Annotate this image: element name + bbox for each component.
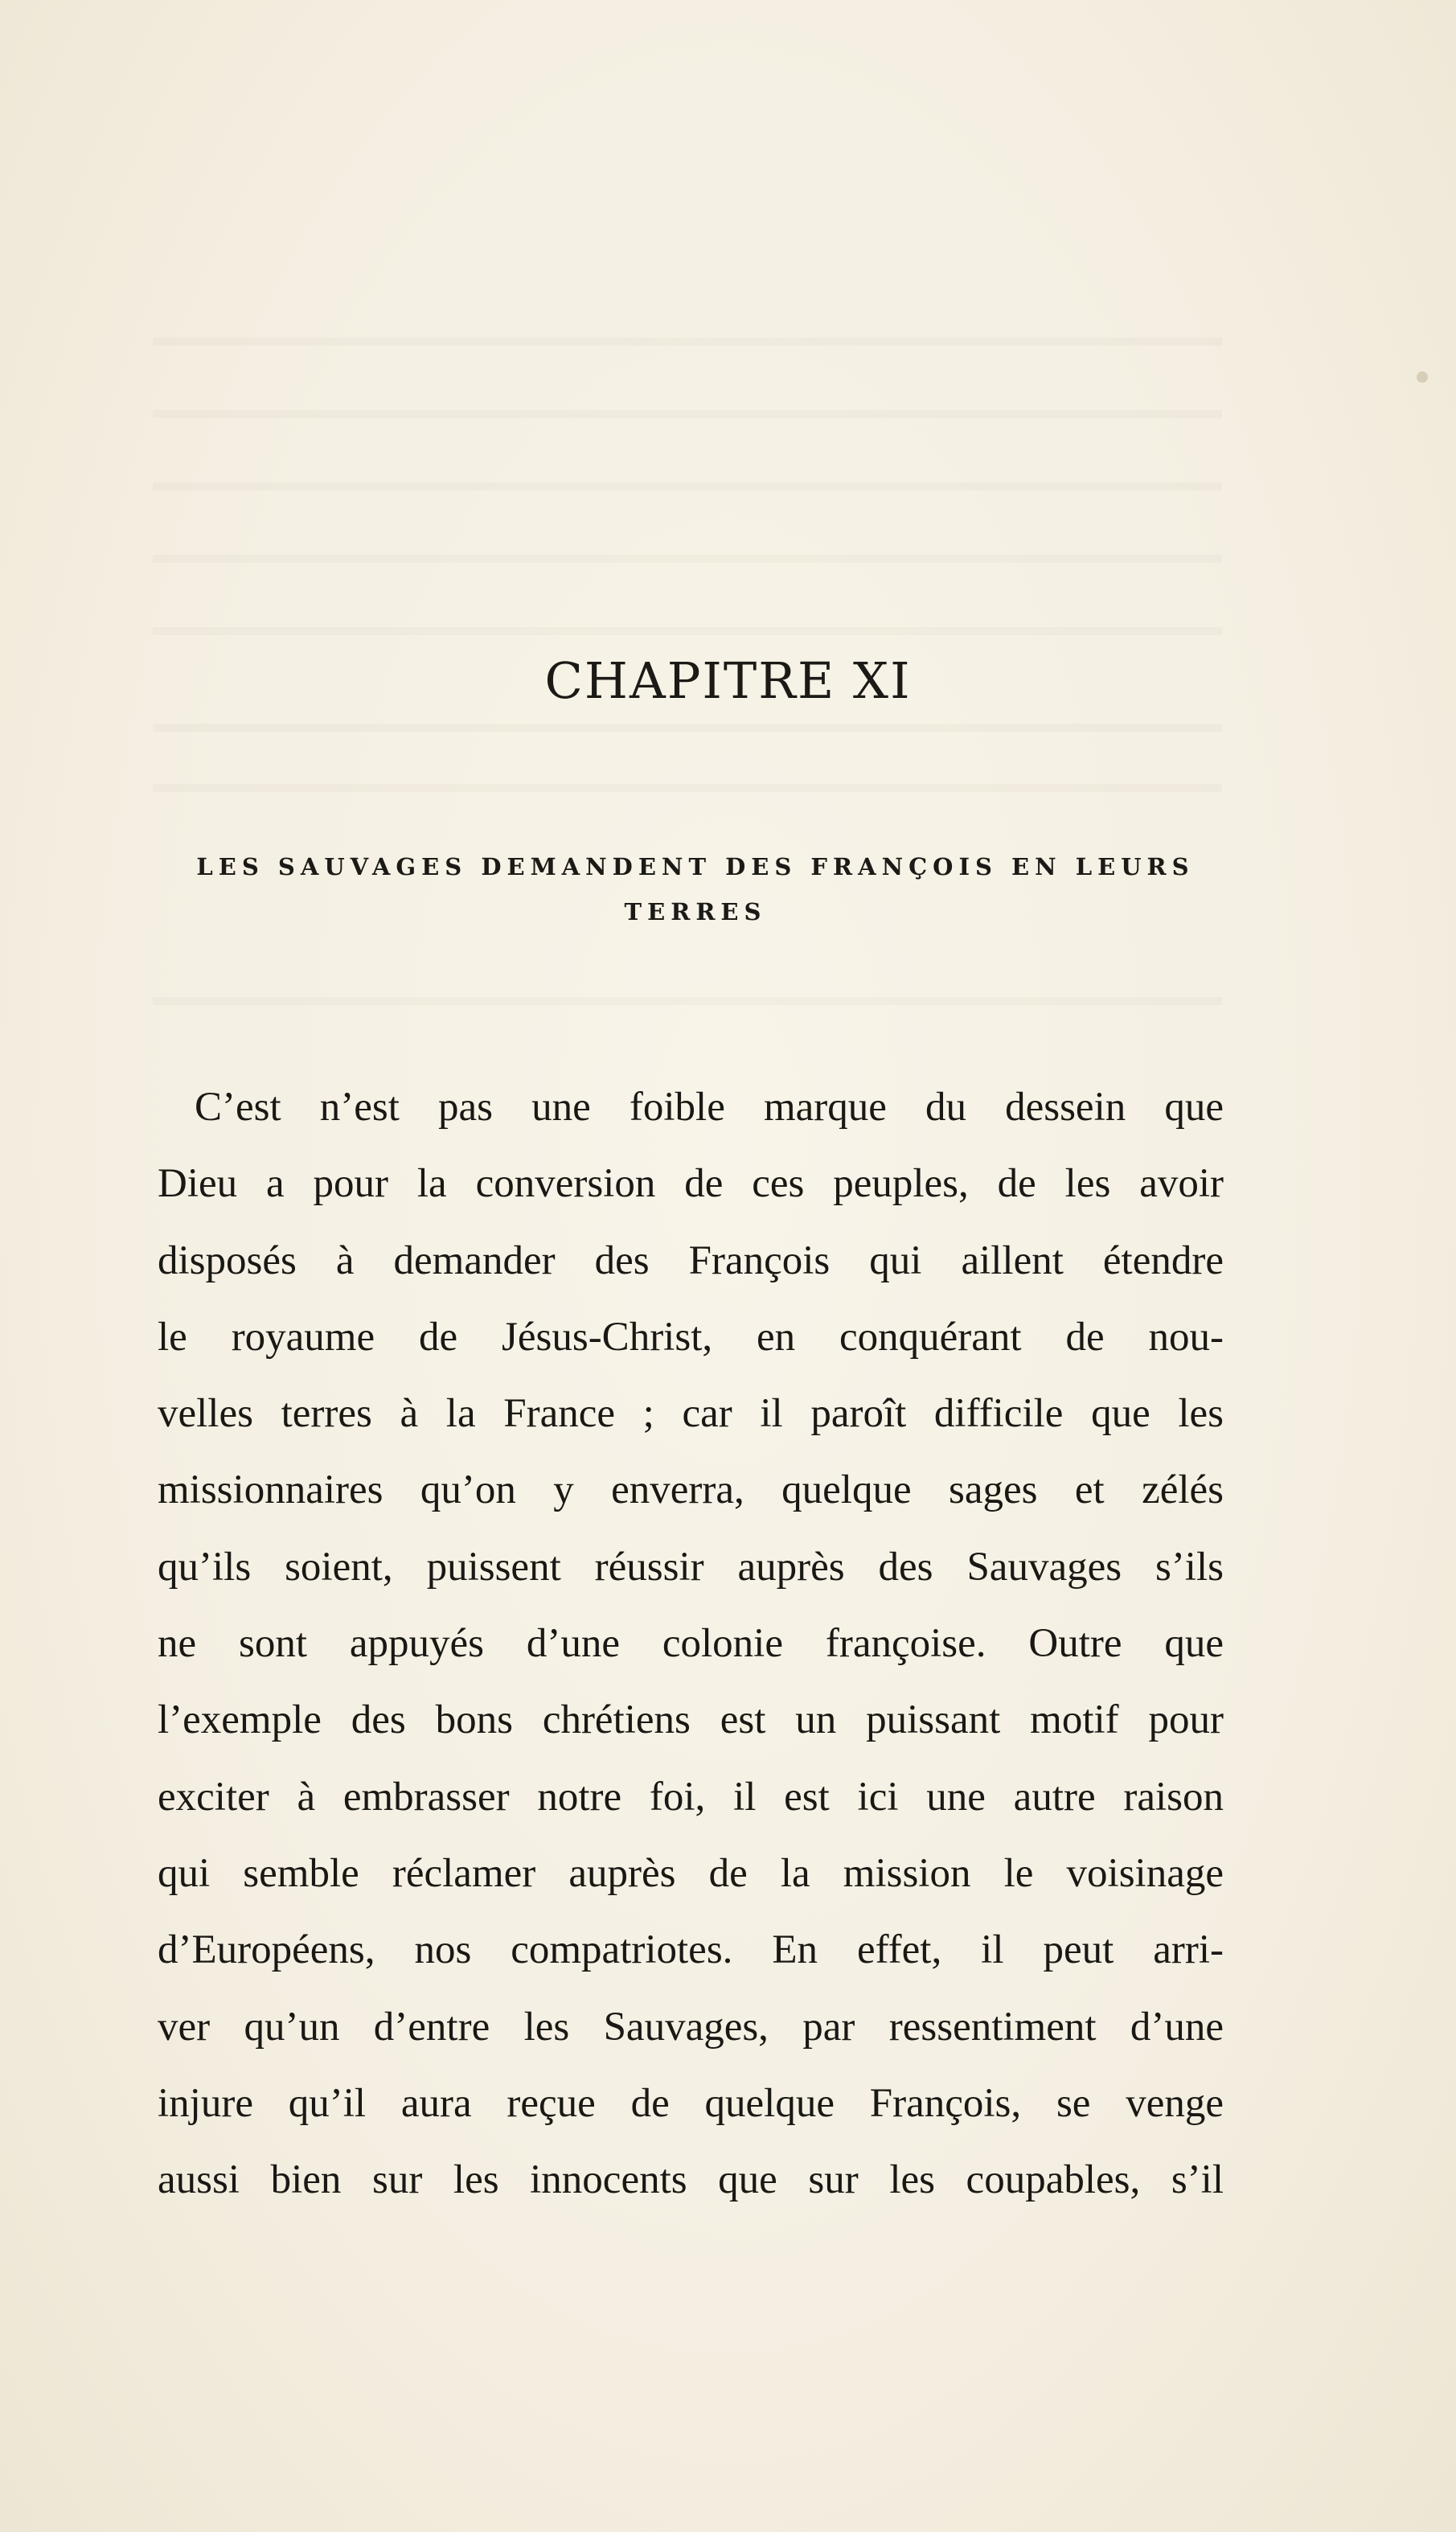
chapter-subtitle: LES SAUVAGES DEMANDENT DES FRANÇOIS EN LEURS TERRES xyxy=(196,853,1195,925)
text-line: qui semble réclamer auprès de la mission le voisinage xyxy=(158,1850,1224,1896)
show-through-line xyxy=(153,724,1222,732)
paper-fleck xyxy=(1417,371,1428,383)
text-line: C’est n’est pas une foible marque du dessein que xyxy=(195,1085,1224,1130)
text-line: disposés à demander des François qui aillent étendre xyxy=(158,1237,1224,1283)
text-line: qu’ils soient, puissent réussir auprès des Sauvages s’ils xyxy=(158,1544,1224,1590)
show-through-line xyxy=(153,627,1222,635)
text-line: l’exemple des bons chrétiens est un puissant motif pour xyxy=(158,1697,1224,1743)
text-line: ver qu’un d’entre les Sauvages, par ressentiment d’une xyxy=(158,2004,1224,2050)
show-through-line xyxy=(153,410,1222,418)
text-line: exciter à embrasser notre foi, il est ici une autre raison xyxy=(158,1774,1224,1820)
show-through-line xyxy=(153,784,1222,792)
text-line: le royaume de Jésus-Christ, en conquérant de nou- xyxy=(158,1314,1224,1360)
text-line: velles terres à la France ; car il paroît difficile que les xyxy=(158,1391,1224,1437)
body-paragraph xyxy=(158,1069,1224,2218)
text-line: missionnaires qu’on y enverra, quelque sages et zélés xyxy=(158,1467,1224,1513)
text-line: Dieu a pour la conversion de ces peuples, de les avoir xyxy=(158,1161,1224,1207)
text-line: d’Européens, nos compatriotes. En effet, il peut arri- xyxy=(158,1927,1224,1973)
text-line: ne sont appuyés d’une colonie françoise. Outre que xyxy=(158,1621,1224,1667)
show-through-line xyxy=(153,482,1222,490)
show-through-line xyxy=(153,338,1222,346)
chapter-title: CHAPITRE XI xyxy=(544,651,912,710)
show-through-line xyxy=(153,555,1222,563)
text-line: injure qu’il aura reçue de quelque François, se venge xyxy=(158,2080,1224,2126)
text-line: aussi bien sur les innocents que sur les coupables, s’il xyxy=(158,2157,1224,2203)
show-through-line xyxy=(153,997,1222,1005)
